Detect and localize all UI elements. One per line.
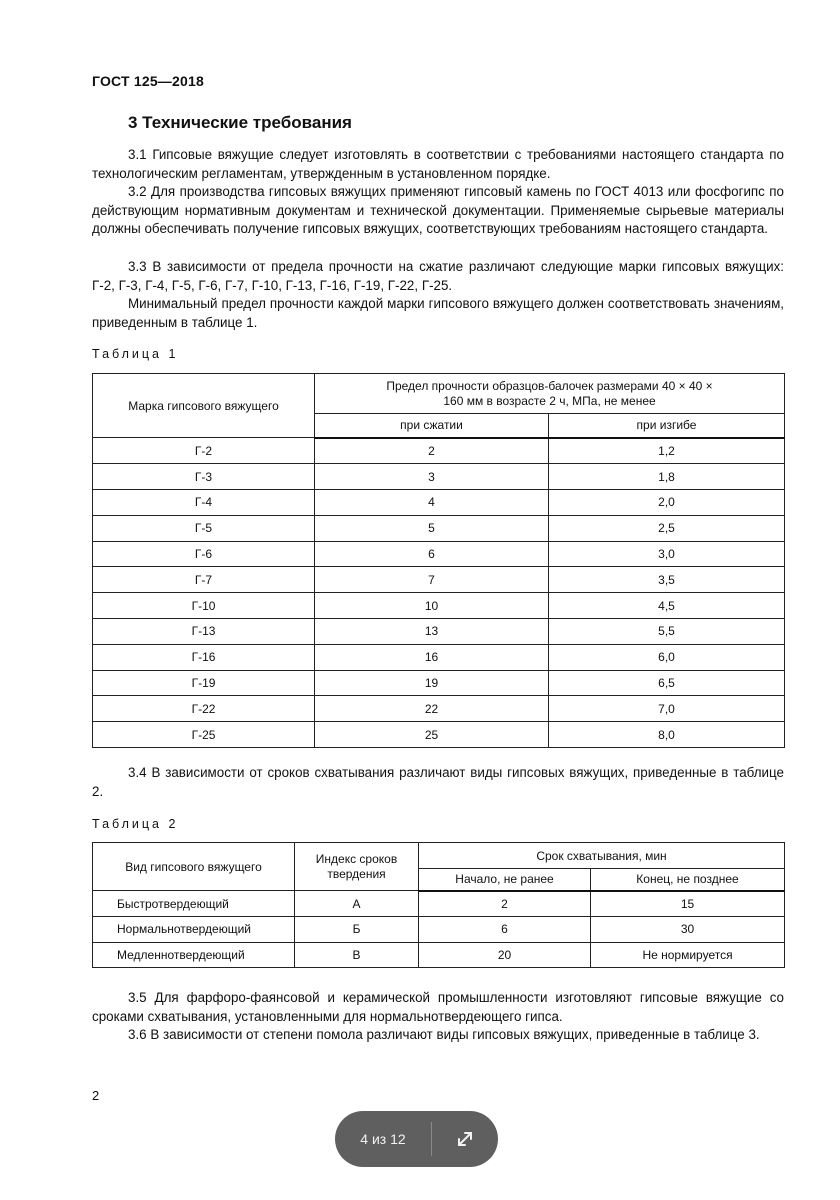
table-row: Г-16 16 6,0: [93, 644, 785, 670]
table-2-header-setting-time: Срок схватывания, мин: [419, 843, 785, 869]
paragraph-3-5: 3.5 Для фарфоро-фаянсовой и керамической промышленности изготовляют гипсовые вяжущие со сроками схватывания, установленными для нормальнотвердеющего гипса.: [92, 990, 784, 1024]
table-row: Г-13 13 5,5: [93, 619, 785, 645]
table-row: Г-22 22 7,0: [93, 696, 785, 722]
page-indicator[interactable]: 4 из 12: [360, 1131, 406, 1147]
table-1-header-grade: Марка гипсового вяжущего: [93, 374, 315, 438]
table-row: Г-7 7 3,5: [93, 567, 785, 593]
table-row: Г-6 6 3,0: [93, 541, 785, 567]
table-row: Г-3 3 1,8: [93, 464, 785, 490]
table-2-setting-types: [92, 842, 785, 968]
table-row: Г-25 25 8,0: [93, 722, 785, 748]
table-2-header-type: Вид гипсового вяжущего: [93, 843, 295, 891]
paragraph-3-3-continued: Минимальный предел прочности каждой марки гипсового вяжущего должен соответствовать значениям, приведенным в таблице 1.: [92, 296, 784, 330]
table-row: Г-2 2 1,2: [93, 438, 785, 464]
table-2-caption: Таблица 2: [92, 817, 179, 831]
table-2-header-index: Индекс сроков твердения: [295, 843, 419, 891]
table-2-header-end: Конец, не позднее: [591, 869, 785, 891]
table-row: Г-19 19 6,5: [93, 670, 785, 696]
table-row: Нормальнотвердеющий Б 6 30: [93, 917, 785, 943]
table-1-caption: Таблица 1: [92, 347, 179, 361]
table-1-strength-grades: [92, 373, 785, 748]
table-row: Быстротвердеющий А 2 15: [93, 891, 785, 917]
table-1-header-compression: при сжатии: [315, 414, 549, 438]
expand-button[interactable]: [432, 1111, 498, 1167]
paragraph-3-6: 3.6 В зависимости от степени помола различают виды гипсовых вяжущих, приведенные в таблице 3.: [128, 1027, 760, 1042]
table-1-header-bending: при изгибе: [549, 414, 785, 438]
table-2-header-start: Начало, не ранее: [419, 869, 591, 891]
paragraph-3-2: 3.2 Для производства гипсовых вяжущих применяют гипсовый камень по ГОСТ 4013 или фосфогипс по действующим нормативным документам и технической документации. Применяемые сырьевые материалы должны обеспечивать получение гипсовых вяжущих, соответствующих требованиям настоящего стандарта.: [92, 184, 784, 237]
viewer-toolbar: [335, 1111, 498, 1167]
table-row: Медленнотвердеющий В 20 Не нормируется: [93, 942, 785, 968]
table-row: Г-4 4 2,0: [93, 490, 785, 516]
paragraph-3-4: 3.4 В зависимости от сроков схватывания различают виды гипсовых вяжущих, приведенные в таблице 2.: [92, 765, 784, 799]
expand-icon: [455, 1129, 475, 1149]
table-1-header-strength: Предел прочности образцов-балочек размерами 40 × 40 × 160 мм в возрасте 2 ч, МПа, не менее: [315, 374, 785, 414]
table-row: Г-10 10 4,5: [93, 593, 785, 619]
table-row: Г-5 5 2,5: [93, 515, 785, 541]
paragraph-3-1: 3.1 Гипсовые вяжущие следует изготовлять в соответствии с требованиями настоящего стандарта по технологическим регламентам, утвержденным в установленном порядке.: [92, 147, 784, 181]
page-number: 2: [92, 1088, 100, 1103]
section-title: 3 Технические требования: [128, 113, 352, 132]
document-code-header: ГОСТ 125—2018: [92, 73, 204, 89]
paragraph-3-3: 3.3 В зависимости от предела прочности на сжатие различают следующие марки гипсовых вяжущих: Г-2, Г-3, Г-4, Г-5, Г-6, Г-7, Г-10, Г-13, Г-16, Г-19, Г-22, Г-25.: [92, 259, 784, 293]
